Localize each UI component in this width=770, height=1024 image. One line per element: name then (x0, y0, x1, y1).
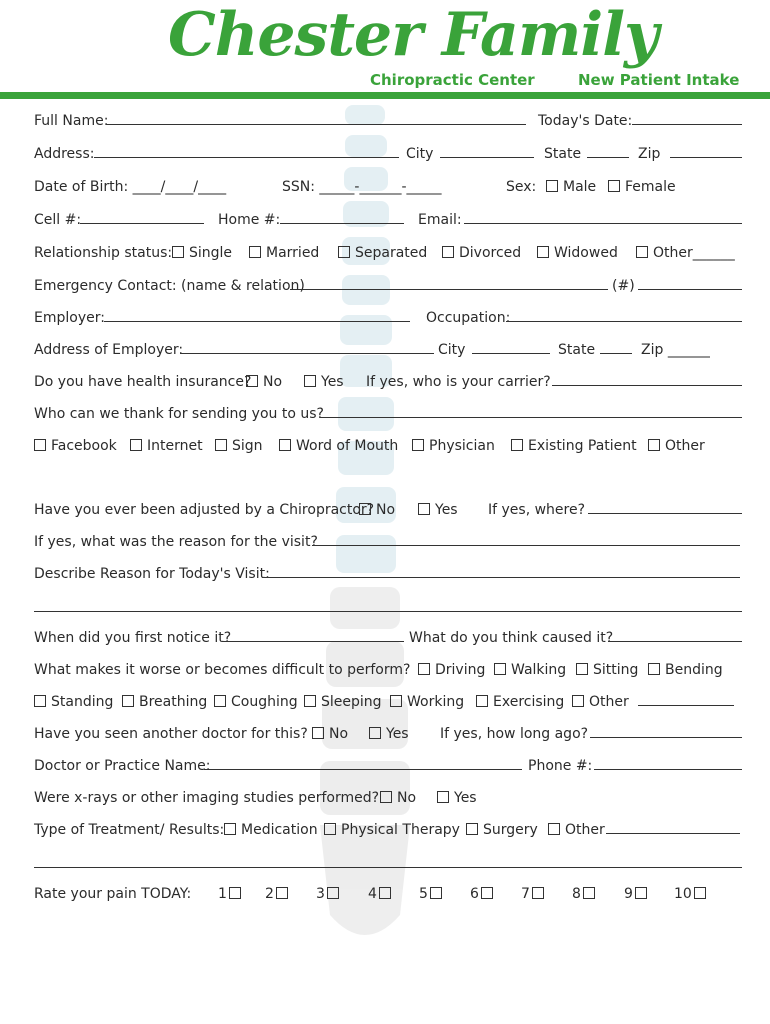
checkbox-icon (215, 439, 227, 451)
pain-option-2[interactable]: 2 (265, 884, 293, 904)
state-label: State (544, 146, 582, 162)
row-insurance (34, 372, 742, 392)
other-doctor-no-option[interactable]: No (312, 724, 348, 744)
referral-existing-patient-option[interactable]: Existing Patient (511, 436, 637, 456)
doctor-name-field[interactable] (204, 756, 522, 770)
state-field[interactable] (587, 144, 629, 158)
treatment-physical-therapy-option[interactable]: Physical Therapy (324, 820, 460, 840)
treatment-other-field[interactable] (606, 820, 740, 834)
row-emergency (34, 276, 742, 296)
checkbox-icon (532, 887, 544, 899)
checkbox-icon (276, 887, 288, 899)
todays-date-field[interactable] (632, 111, 742, 125)
referral-facebook-option[interactable]: Facebook (34, 436, 117, 456)
email-label: Email: (418, 212, 462, 228)
checkbox-icon (608, 180, 620, 192)
checkbox-icon (430, 887, 442, 899)
adjusted-yes-option[interactable]: Yes (418, 500, 458, 520)
referral-question: Who can we thank for sending you to us? (34, 406, 324, 422)
cell-label: Cell #: (34, 212, 82, 228)
checkbox-icon (437, 791, 449, 803)
pain-option-10[interactable]: 10 (674, 884, 711, 904)
home-field[interactable] (280, 210, 404, 224)
how-long-field[interactable] (590, 724, 742, 738)
row-employer-address (34, 340, 742, 360)
sex-label: Sex: (506, 179, 537, 195)
row-reason-today (34, 564, 742, 584)
imaging-no-option[interactable]: No (380, 788, 416, 808)
adjusted-question: Have you ever been adjusted by a Chiropractor? (34, 502, 375, 518)
treatment-label: Type of Treatment/ Results: (34, 822, 225, 838)
checkbox-icon (390, 695, 402, 707)
activity-bending-option[interactable]: Bending (648, 660, 723, 680)
checkbox-icon (648, 663, 660, 675)
activity-standing-option[interactable]: Standing (34, 692, 113, 712)
checkbox-icon (583, 887, 595, 899)
checkbox-icon (694, 887, 706, 899)
employer-field[interactable] (104, 308, 410, 322)
todays-date-label: Today's Date: (538, 113, 633, 129)
cause-question: What do you think caused it? (409, 630, 614, 646)
checkbox-icon (648, 439, 660, 451)
row-name-date (34, 111, 742, 131)
full-name-label: Full Name: (34, 113, 109, 129)
carrier-field[interactable] (552, 372, 742, 386)
employer-city-label: City (438, 342, 466, 358)
doctor-name-label: Doctor or Practice Name: (34, 758, 211, 774)
checkbox-icon (576, 663, 588, 675)
reason-today-label: Describe Reason for Today's Visit: (34, 566, 270, 582)
city-field[interactable] (440, 144, 534, 158)
dob-field[interactable]: Date of Birth: ____/____/____ (34, 179, 227, 195)
insurance-yes-option[interactable]: Yes (304, 372, 344, 392)
address-label: Address: (34, 146, 95, 162)
activity-driving-option[interactable]: Driving (418, 660, 485, 680)
header-divider (0, 92, 770, 99)
checkbox-icon (466, 823, 478, 835)
pain-option-6[interactable]: 6 (470, 884, 498, 904)
checkbox-icon (412, 439, 424, 451)
row-phones-email (34, 210, 742, 230)
row-first-notice (34, 628, 742, 648)
activity-coughing-option[interactable]: Coughing (214, 692, 298, 712)
row-activities-2 (34, 692, 742, 712)
reason-today-field[interactable] (262, 564, 740, 578)
row-dob-ssn-sex (34, 177, 742, 197)
checkbox-icon (537, 246, 549, 258)
adjusted-where-field[interactable] (588, 500, 742, 514)
full-name-field[interactable] (106, 111, 526, 125)
pain-option-4[interactable]: 4 (368, 884, 396, 904)
first-notice-question: When did you first notice it? (34, 630, 232, 646)
referral-internet-option[interactable]: Internet (130, 436, 203, 456)
pain-option-3[interactable]: 3 (316, 884, 344, 904)
female-option[interactable]: Female (608, 177, 676, 197)
checkbox-icon (312, 727, 324, 739)
checkbox-icon (338, 246, 350, 258)
pain-option-7[interactable]: 7 (521, 884, 549, 904)
treatment-other-option[interactable]: Other (548, 820, 605, 840)
row-adjusted (34, 500, 742, 520)
reason-visit-field[interactable] (312, 532, 740, 546)
occupation-label: Occupation: (426, 310, 511, 326)
row-relationship (34, 243, 742, 263)
referral-field[interactable] (320, 404, 742, 418)
checkbox-icon (304, 695, 316, 707)
zip-label: Zip (638, 146, 661, 162)
row-imaging (34, 788, 742, 808)
checkbox-icon (369, 727, 381, 739)
email-field[interactable] (464, 210, 742, 224)
checkbox-icon (246, 375, 258, 387)
emergency-number-field[interactable] (638, 276, 742, 290)
emergency-number-label: (#) (612, 278, 635, 294)
checkbox-icon (34, 695, 46, 707)
doctor-phone-label: Phone #: (528, 758, 593, 774)
doctor-phone-field[interactable] (594, 756, 742, 770)
form-title: New Patient Intake (578, 71, 740, 89)
checkbox-icon (380, 791, 392, 803)
checkbox-icon (635, 887, 647, 899)
checkbox-icon (327, 887, 339, 899)
first-notice-field[interactable] (222, 628, 404, 642)
pain-option-9[interactable]: 9 (624, 884, 652, 904)
employer-state-field[interactable] (600, 340, 632, 354)
checkbox-icon (249, 246, 261, 258)
row-aggravating (34, 660, 742, 680)
employer-address-label: Address of Employer: (34, 342, 184, 358)
activity-other-field[interactable] (638, 692, 734, 706)
row-treatment (34, 820, 742, 840)
cell-field[interactable] (80, 210, 204, 224)
ssn-field[interactable]: SSN: _____-______-_____ (282, 179, 442, 195)
activity-breathing-option[interactable]: Breathing (122, 692, 207, 712)
activity-sitting-option[interactable]: Sitting (576, 660, 638, 680)
other-relationship-option[interactable]: Other______ (636, 243, 735, 263)
row-pain-scale (34, 884, 742, 904)
other-doctor-question: Have you seen another doctor for this? (34, 726, 308, 742)
employer-state-label: State (558, 342, 596, 358)
employer-city-field[interactable] (472, 340, 550, 354)
cause-field[interactable] (608, 628, 742, 642)
checkbox-icon (379, 887, 391, 899)
practice-logo-title: Chester Family (168, 0, 658, 70)
reason-visit-question: If yes, what was the reason for the visit? (34, 534, 318, 550)
activity-walking-option[interactable]: Walking (494, 660, 566, 680)
checkbox-icon (130, 439, 142, 451)
emergency-contact-field[interactable] (290, 276, 608, 290)
employer-address-field[interactable] (180, 340, 434, 354)
checkbox-icon (476, 695, 488, 707)
pain-scale-label: Rate your pain TODAY: (34, 886, 192, 902)
row-doctor-name (34, 756, 742, 776)
imaging-question: Were x-rays or other imaging studies performed? (34, 790, 380, 806)
checkbox-icon (418, 503, 430, 515)
activity-sleeping-option[interactable]: Sleeping (304, 692, 382, 712)
home-label: Home #: (218, 212, 281, 228)
pain-option-5[interactable]: 5 (419, 884, 447, 904)
checkbox-icon (224, 823, 236, 835)
checkbox-icon (359, 503, 371, 515)
checkbox-icon (442, 246, 454, 258)
checkbox-icon (481, 887, 493, 899)
row-employer (34, 308, 742, 328)
employer-zip-field[interactable]: Zip ______ (641, 342, 710, 358)
imaging-yes-option[interactable]: Yes (437, 788, 477, 808)
adjusted-no-option[interactable]: No (359, 500, 395, 520)
aggravating-question: What makes it worse or becomes difficult to perform? (34, 662, 411, 678)
checkbox-icon (548, 823, 560, 835)
reason-today-continuation-line[interactable] (34, 611, 742, 612)
widowed-option[interactable]: Widowed (537, 243, 618, 263)
checkbox-icon (572, 695, 584, 707)
city-label: City (406, 146, 434, 162)
activity-exercising-option[interactable]: Exercising (476, 692, 564, 712)
checkbox-icon (636, 246, 648, 258)
checkbox-icon (34, 439, 46, 451)
insurance-question: Do you have health insurance? (34, 374, 252, 390)
activity-other-option[interactable]: Other (572, 692, 629, 712)
checkbox-icon (229, 887, 241, 899)
insurance-no-option[interactable]: No (246, 372, 282, 392)
male-option[interactable]: Male (546, 177, 596, 197)
checkbox-icon (494, 663, 506, 675)
referral-sign-option[interactable]: Sign (215, 436, 263, 456)
practice-logo-subtitle: Chiropractic Center (370, 71, 535, 89)
referral-other-option[interactable]: Other (648, 436, 705, 456)
divorced-option[interactable]: Divorced (442, 243, 521, 263)
checkbox-icon (279, 439, 291, 451)
row-reason-visit (34, 532, 742, 552)
carrier-label: If yes, who is your carrier? (366, 374, 551, 390)
adjusted-where-label: If yes, where? (488, 502, 586, 518)
occupation-field[interactable] (506, 308, 742, 322)
referral-word-of-mouth-option[interactable]: Word of Mouth (279, 436, 398, 456)
employer-label: Employer: (34, 310, 105, 326)
checkbox-icon (214, 695, 226, 707)
checkbox-icon (172, 246, 184, 258)
row-referral-options (34, 436, 742, 456)
emergency-contact-label: Emergency Contact: (name & relation) (34, 278, 305, 294)
checkbox-icon (304, 375, 316, 387)
treatment-continuation-line[interactable] (34, 867, 742, 868)
married-option[interactable]: Married (249, 243, 319, 263)
row-address (34, 144, 742, 164)
checkbox-icon (324, 823, 336, 835)
address-field[interactable] (94, 144, 399, 158)
treatment-medication-option[interactable]: Medication (224, 820, 318, 840)
checkbox-icon (546, 180, 558, 192)
checkbox-icon (511, 439, 523, 451)
single-option[interactable]: Single (172, 243, 232, 263)
zip-field[interactable] (670, 144, 742, 158)
activity-working-option[interactable]: Working (390, 692, 464, 712)
separated-option[interactable]: Separated (338, 243, 427, 263)
relationship-label: Relationship status: (34, 245, 173, 261)
pain-option-8[interactable]: 8 (572, 884, 600, 904)
row-other-doctor (34, 724, 742, 744)
how-long-label: If yes, how long ago? (440, 726, 589, 742)
other-doctor-yes-option[interactable]: Yes (369, 724, 409, 744)
row-referral (34, 404, 742, 424)
pain-option-1[interactable]: 1 (218, 884, 246, 904)
treatment-surgery-option[interactable]: Surgery (466, 820, 538, 840)
checkbox-icon (122, 695, 134, 707)
checkbox-icon (418, 663, 430, 675)
referral-physician-option[interactable]: Physician (412, 436, 495, 456)
